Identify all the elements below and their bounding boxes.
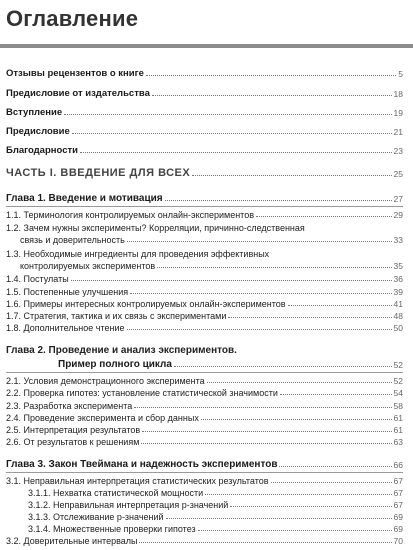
toc-page-number: 52 [393, 360, 403, 370]
dot-leader [71, 279, 392, 281]
toc-page-number: 18 [393, 89, 403, 99]
toc-page-number: 29 [393, 210, 403, 220]
dot-leader [157, 266, 391, 268]
toc-section-label: 1.7. Стратегия, тактика и их связь с экспериментами [6, 311, 227, 321]
toc-section-3-1-1[interactable] [28, 488, 403, 498]
toc-section-label: 1.1. Терминология контролируемых онлайн-экспериментов [6, 210, 254, 220]
toc-page-number: 58 [393, 401, 403, 411]
toc-entry-label: Вступление [6, 107, 63, 118]
toc-section-label: 2.4. Проведение эксперимента и сбор данных [6, 413, 199, 423]
toc-section-label: 2.3. Разработка эксперимента [6, 401, 133, 411]
toc-entry-reviews[interactable] [6, 68, 403, 79]
dot-leader [174, 365, 392, 367]
toc-page-number: 41 [393, 299, 403, 309]
toc-page-number: 52 [393, 376, 403, 386]
toc-section-label: 1.5. Постепенные улучшения [6, 287, 129, 297]
toc-page-number: 25 [393, 169, 403, 179]
toc-section-1-3-line1[interactable]: 1.3. Необходимые ингредиенты для проведения эффективных [6, 249, 270, 259]
toc-section-label: 3.1.2. Неправильная интерпретация p-значений [28, 500, 229, 510]
toc-page-number: 35 [393, 261, 403, 271]
dot-leader [146, 74, 396, 76]
toc-page-number: 61 [393, 413, 403, 423]
toc-section-1-5[interactable] [6, 287, 403, 297]
toc-page-number: 54 [393, 388, 403, 398]
toc-section-1-3[interactable] [20, 261, 403, 271]
toc-chapter-3[interactable] [6, 459, 403, 470]
toc-section-1-4[interactable] [6, 274, 403, 284]
toc-section-2-5[interactable] [6, 425, 403, 435]
toc-page-number: 19 [393, 108, 403, 118]
toc-section-3-1[interactable] [6, 476, 403, 486]
title-rule [0, 44, 413, 48]
toc-page-number: 67 [393, 488, 403, 498]
toc-entry-label: Предисловие [6, 126, 70, 137]
dot-leader [198, 529, 392, 531]
toc-section-2-3[interactable] [6, 401, 403, 411]
toc-page-number: 63 [393, 437, 403, 447]
toc-section-label: 2.2. Проверка гипотез: установление статистической значимости [6, 388, 278, 398]
toc-section-label: 1.4. Постулаты [6, 274, 69, 284]
toc-section-3-1-2[interactable] [28, 500, 403, 510]
toc-section-label: 3.1.1. Нехватка статистической мощности [28, 488, 204, 498]
toc-section-label: 2.1. Условия демонстрационного эксперимента [6, 376, 205, 386]
chapter-divider [6, 206, 403, 207]
dot-leader [280, 393, 392, 395]
toc-section-2-4[interactable] [6, 413, 403, 423]
dot-leader [152, 94, 392, 96]
toc-section-2-2[interactable] [6, 388, 403, 398]
dot-leader [141, 442, 391, 444]
toc-chapter-2-line1[interactable]: Глава 2. Проведение и анализ экспериментов. [6, 345, 237, 356]
toc-section-1-2[interactable] [20, 235, 403, 245]
dot-leader [205, 493, 391, 495]
toc-page-number: 50 [393, 323, 403, 333]
toc-page-number: 5 [398, 69, 403, 79]
toc-entry-label: Предисловие от издательства [6, 88, 150, 99]
toc-page-number: 33 [393, 235, 403, 245]
toc-page-number: 67 [393, 500, 403, 510]
dot-leader [134, 406, 391, 408]
toc-page-number: 67 [393, 476, 403, 486]
toc-section-3-2[interactable] [6, 536, 403, 546]
toc-page-number: 39 [393, 287, 403, 297]
toc-entry-preface[interactable] [6, 126, 403, 137]
toc-section-1-8[interactable] [6, 323, 403, 333]
dot-leader [279, 465, 391, 467]
toc-page-number: 61 [393, 425, 403, 435]
toc-page-number: 36 [393, 274, 403, 284]
dot-leader [207, 381, 392, 383]
toc-section-label: контролируемых экспериментов [20, 261, 156, 271]
toc-page-number: 23 [393, 146, 403, 156]
toc-entry-introduction[interactable] [6, 107, 403, 118]
dot-leader [256, 215, 392, 217]
dot-leader [127, 240, 392, 242]
toc-part-label: ЧАСТЬ I. ВВЕДЕНИЕ ДЛЯ ВСЕХ [6, 167, 191, 179]
toc-entry-acknowledgements[interactable] [6, 145, 403, 156]
dot-leader [130, 292, 391, 294]
dot-leader [288, 304, 392, 306]
dot-leader [72, 132, 392, 134]
toc-section-2-6[interactable] [6, 437, 403, 447]
toc-page-number: 66 [393, 460, 403, 470]
toc-section-1-1[interactable] [6, 210, 403, 220]
dot-leader [139, 541, 391, 543]
toc-page-number: 27 [393, 194, 403, 204]
toc-chapter-label: Пример полного цикла [58, 359, 172, 370]
dot-leader [80, 151, 392, 153]
toc-section-label: 2.5. Интерпретация результатов [6, 425, 141, 435]
toc-page-number: 48 [393, 311, 403, 321]
toc-section-label: 3.2. Доверительные интервалы [6, 536, 138, 546]
toc-section-label: 1.8. Дополнительное чтение [6, 323, 125, 333]
toc-section-3-1-3[interactable] [28, 512, 403, 522]
toc-entry-label: Благодарности [6, 145, 78, 156]
dot-leader [201, 418, 392, 420]
toc-section-1-7[interactable] [6, 311, 403, 321]
dot-leader [192, 174, 391, 176]
toc-page-number: 69 [393, 512, 403, 522]
toc-section-label: связь и доверительность [20, 235, 125, 245]
toc-section-label: 1.6. Примеры интересных контролируемых онлайн-экспериментов [6, 299, 286, 309]
dot-leader [165, 199, 392, 201]
toc-page-number: 70 [393, 536, 403, 546]
toc-chapter-1[interactable] [6, 193, 403, 204]
toc-page-number: 21 [393, 127, 403, 137]
toc-section-label: 3.1. Неправильная интерпретация статистических результатов [6, 476, 269, 486]
chapter-divider [6, 472, 403, 473]
toc-chapter-label: Глава 1. Введение и мотивация [6, 193, 163, 204]
dot-leader [64, 113, 391, 115]
toc-section-3-1-4[interactable] [28, 524, 403, 534]
toc-section-label: 2.6. От результатов к решениям [6, 437, 140, 447]
dot-leader [142, 430, 391, 432]
toc-page-number: 69 [393, 524, 403, 534]
dot-leader [271, 481, 392, 483]
toc-section-1-6[interactable] [6, 299, 403, 309]
toc-chapter-2[interactable] [58, 359, 403, 370]
toc-section-2-1[interactable] [6, 376, 403, 386]
toc-part-1[interactable] [6, 167, 403, 179]
toc-section-label: 3.1.4. Множественные проверки гипотез [28, 524, 196, 534]
chapter-divider [6, 372, 403, 373]
toc-section-label: 3.1.3. Отслеживание p-значений [28, 512, 164, 522]
toc-section-1-2-line1[interactable]: 1.2. Зачем нужны эксперименты? Корреляции, причинно-следственная [6, 223, 305, 233]
toc-chapter-label: Глава 3. Закон Твеймана и надежность экспериментов [6, 459, 278, 470]
dot-leader [228, 316, 391, 318]
dot-leader [230, 505, 391, 507]
dot-leader [127, 328, 392, 330]
page-title: Оглавление [6, 6, 139, 31]
toc-entry-label: Отзывы рецензентов о книге [6, 68, 144, 79]
toc-entry-publisher-preface[interactable] [6, 88, 403, 99]
dot-leader [166, 517, 392, 519]
